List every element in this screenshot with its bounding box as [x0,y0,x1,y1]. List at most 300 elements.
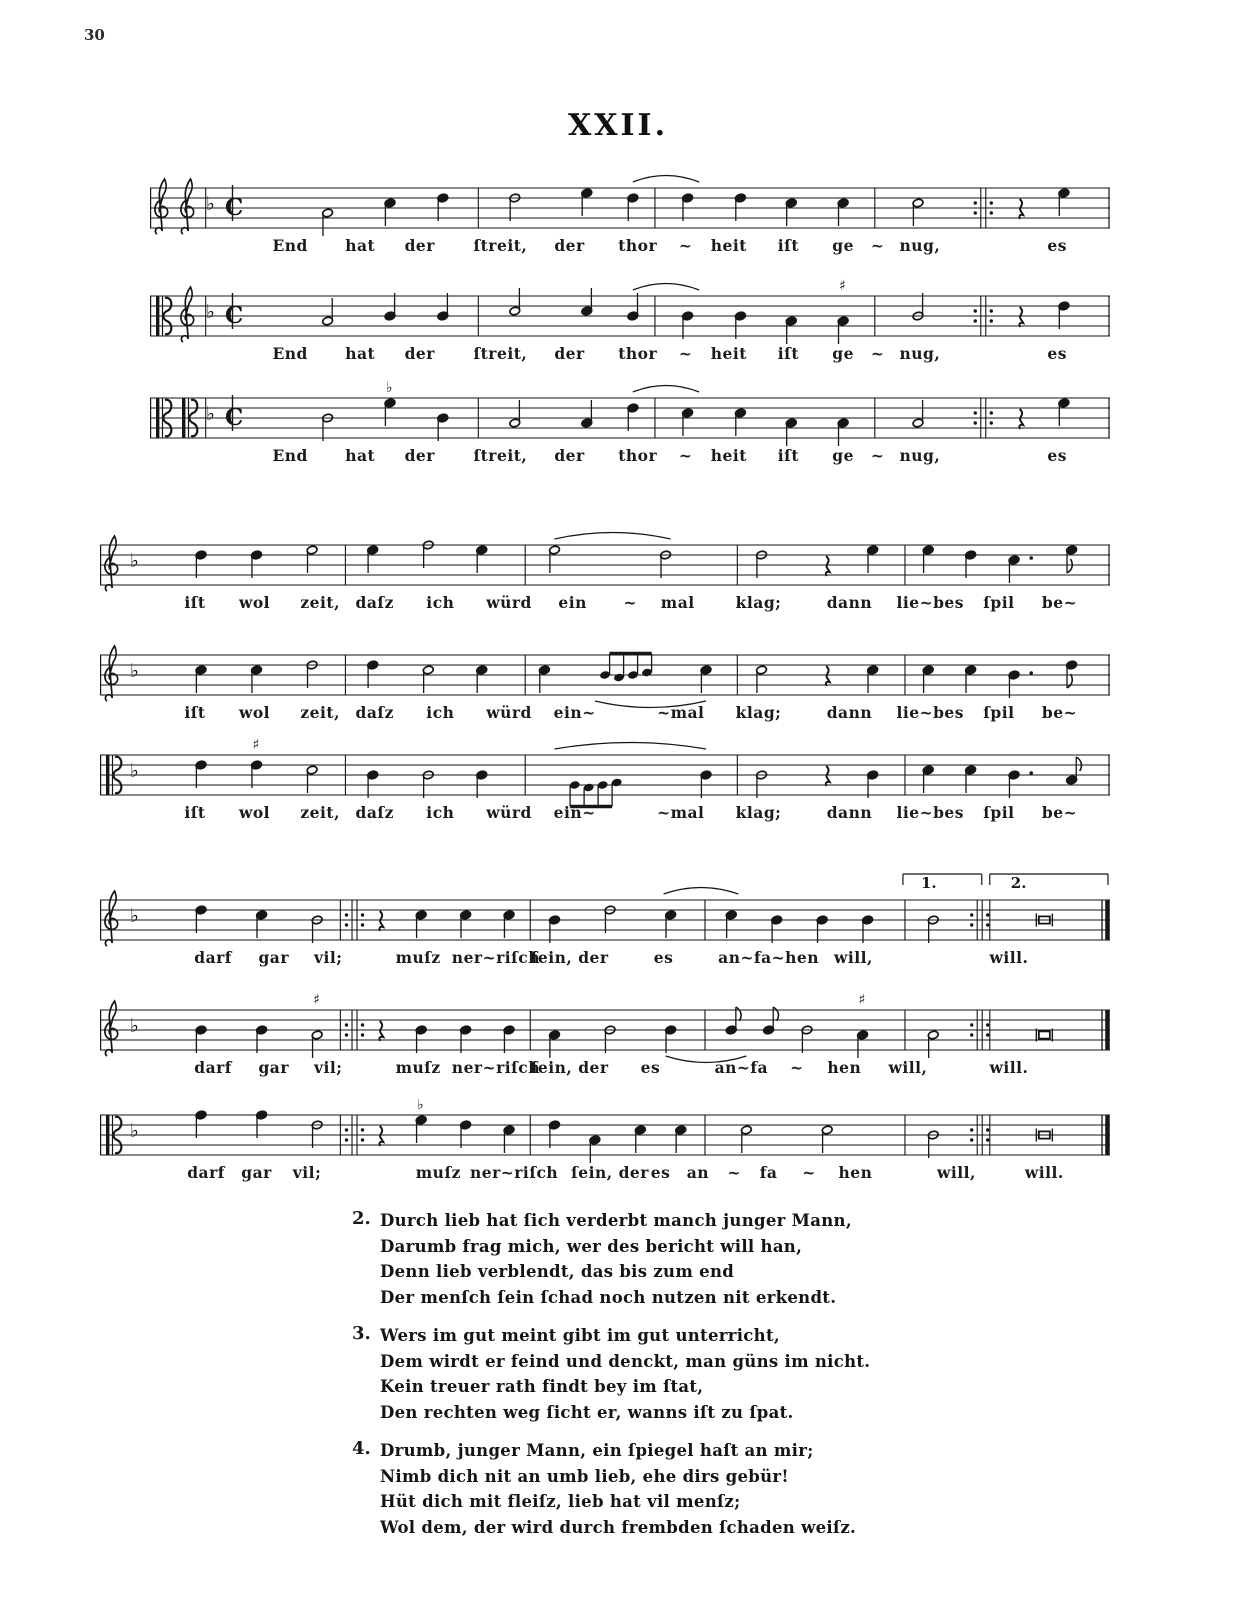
lyric-word: ſein, der [571,1163,649,1182]
treble-clef-icon [181,287,194,342]
lyric-word: daſz [355,703,394,722]
lyric-word: heit [710,236,747,255]
svg-text:♭: ♭ [206,403,215,425]
lyric-word: dann [826,703,873,722]
quarter-note-icon [857,1030,869,1058]
quarter-note-icon [581,288,593,316]
quarter-rest-icon [826,766,830,786]
svg-text:♭: ♭ [130,760,139,782]
lyric-word: es [1047,344,1067,363]
quarter-note-icon [589,1135,601,1163]
quarter-note-icon [837,198,849,226]
accidental-icon: ♯ [858,992,866,1008]
quarter-note-icon [476,770,488,798]
lyric-word: ~ [727,1163,742,1182]
lyric-word: vil; [313,948,343,967]
quarter-note-icon [549,1030,561,1058]
quarter-rest-icon [1019,307,1023,327]
quarter-note-icon [922,545,934,573]
verse-number: 4. [352,1438,371,1459]
svg-text:♭: ♭ [130,1015,139,1037]
lyric-word: ~ [802,1163,816,1182]
half-note-icon [422,665,434,693]
svg-text:♭: ♭ [206,193,215,215]
lyric-word: ſpil [983,703,1015,722]
lyric-word: hen [827,1058,862,1077]
svg-text:♭: ♭ [206,301,215,323]
lyric-word: wol [238,593,271,612]
lyric-word: ſein, der [530,1058,609,1077]
quarter-note-icon [539,665,551,693]
slur-icon [664,888,739,895]
half-note-icon [821,1125,833,1153]
quarter-note-icon [437,293,449,321]
lyric-word: wol [238,803,271,822]
half-note-icon [509,288,521,316]
verse [352,1323,992,1425]
quarter-note-icon [581,400,593,428]
accidental-icon: ♯ [252,737,260,753]
lyric-word: ein~ [553,803,596,822]
lyric-word: ~ [678,446,693,465]
eighth-note-icon [1066,545,1078,573]
quarter-note-icon [549,915,561,943]
lyric-word: End [272,446,308,465]
lyric-word: ner~riſch [451,948,541,967]
half-note-icon [912,400,924,428]
quarter-note-icon [735,408,747,436]
quarter-rest-icon [1019,409,1023,429]
eighth-note-icon [1066,660,1078,688]
lyric-word: ge [832,344,854,363]
verse-line: Darumb frag mich, wer des bericht will han, [380,1236,803,1256]
lyric-word: ~ [870,344,885,363]
volta-brackets [903,874,1108,892]
quarter-note-icon [922,665,934,693]
lyric-word: iſt [184,703,206,722]
lyric-word: will. [989,948,1029,967]
half-note-icon [660,550,672,578]
lyric-word: dann [826,593,873,612]
half-note-icon [912,198,924,226]
quarter-note-icon [437,193,449,221]
half-note-icon [311,915,323,943]
lyric-word: will, [888,1058,928,1077]
treble-clef-icon [181,179,194,234]
lyric-word: ge [832,236,854,255]
lyric-word: iſt [777,236,799,255]
lyrics-line [100,948,1110,970]
quarter-note-icon [682,193,694,221]
quarter-note-icon [1008,770,1020,798]
verse-lines [380,1438,992,1540]
quarter-note-icon [682,311,694,339]
beamed-eighths-icon [599,654,653,683]
verse-line: Durch lieb hat ſich verderbt manch junger Mann, [380,1211,852,1230]
quarter-note-icon [1058,188,1070,216]
lyric-word: ſtreit, [473,344,528,363]
quarter-note-icon [195,550,207,578]
verse [352,1208,992,1310]
verse-line: Hüt dich mit fleiſz, lieb hat vil menſz; [380,1492,741,1511]
lyric-word: lie~bes [896,703,964,722]
quarter-note-icon [837,418,849,446]
quarter-note-icon [1008,670,1020,698]
eighth-note-icon [725,1007,741,1035]
verse-lines [380,1323,992,1425]
lyric-word: lie~bes [896,593,964,612]
quarter-note-icon [1008,555,1020,583]
lyric-word: an~fa~hen [718,948,820,967]
accidental-icon: ♭ [386,380,393,396]
lyric-word: nug, [899,446,941,465]
quarter-note-icon [627,293,639,321]
treble-clef-icon [105,891,118,946]
lyric-word: be~ [1041,803,1078,822]
verse-line: Drumb, junger Mann, ein ſpiegel haſt an mir; [380,1441,814,1460]
lyric-word: darf [194,948,232,967]
lyric-word: ner~riſch [451,1058,541,1077]
quarter-note-icon [195,1110,207,1138]
svg-text:C: C [225,194,244,221]
lyric-word: darf [187,1163,225,1182]
half-note-icon [927,915,939,943]
quarter-note-icon [415,1025,427,1053]
half-note-icon [741,1125,753,1153]
quarter-note-icon [503,1125,515,1153]
slur-icon [555,533,671,540]
quarter-rest-icon [1019,199,1023,219]
lyric-word: iſt [184,803,206,822]
half-note-icon [509,400,521,428]
accidental-icon: ♯ [313,992,320,1008]
quarter-note-icon [1058,301,1070,329]
verse-line: Wol dem, der wird durch frembden ſchaden weiſz. [380,1517,857,1537]
lyric-word: der [404,236,435,255]
lyric-word: iſt [777,446,799,465]
lyric-word: vil; [313,1058,343,1077]
quarter-note-icon [627,193,639,221]
lyrics-line [150,446,1110,468]
lyric-word: daſz [355,593,394,612]
lyric-word: klag; [735,593,782,612]
lyric-word: es [653,948,674,967]
treble-clef-icon [105,646,118,701]
lyrics-line [100,803,1110,825]
lyric-word: thor [618,236,658,255]
lyric-word: ich [426,703,455,722]
lyric-word: der [554,236,585,255]
half-note-icon [801,1025,813,1053]
lyric-word: an~fa [714,1058,769,1077]
quarter-note-icon [384,398,396,426]
quarter-note-icon [635,1125,647,1153]
treble-clef-icon [105,1001,118,1056]
lyric-word: daſz [355,803,394,822]
lyric-word: gar [258,948,289,967]
half-note-icon [604,905,616,933]
lyric-word: ſtreit, [473,236,528,255]
quarter-note-icon [735,193,747,221]
lyric-word: mal [660,593,695,612]
lyric-word: End [272,236,308,255]
quarter-note-icon [476,665,488,693]
quarter-note-icon [384,293,396,321]
lyric-word: hat [345,446,376,465]
quarter-note-icon [460,910,472,938]
lyric-word: nug, [899,236,941,255]
quarter-note-icon [700,770,712,798]
quarter-note-icon [862,915,874,943]
volta-1-label: 1. [920,874,937,892]
lyric-word: ge [832,446,854,465]
quarter-note-icon [195,1025,207,1053]
svg-text:C: C [225,302,244,329]
quarter-note-icon [367,770,379,798]
half-note-icon [422,770,434,798]
lyric-word: will, [834,948,873,967]
lyric-word: ſtreit, [473,446,528,465]
quarter-note-icon [965,765,977,793]
quarter-note-icon [816,915,828,943]
lyric-word: be~ [1041,593,1078,612]
quarter-note-icon [922,765,934,793]
verse-line: Dem wirdt er feind und denckt, man güns im nicht. [380,1351,871,1371]
svg-text:♭: ♭ [130,1120,139,1142]
lyric-word: ~ [678,236,693,255]
lyric-word: der [404,344,435,363]
verse-line: Der menſch ſein ſchad noch nutzen nit erkendt. [380,1287,837,1307]
lyric-word: es [650,1163,671,1182]
half-note-icon [756,770,768,798]
verse-number: 2. [352,1208,371,1229]
lyric-word: thor [618,446,658,465]
half-note-icon [756,665,768,693]
lyric-word: ſein, der [530,948,609,967]
half-note-icon [311,1120,323,1148]
page-title: XXII. [567,108,669,143]
half-note-icon [311,1030,323,1058]
quarter-note-icon [251,760,263,788]
verse-number: 3. [352,1323,371,1344]
lyric-word: gar [258,1058,289,1077]
quarter-note-icon [256,1025,268,1053]
lyrics-line [100,1163,1110,1185]
quarter-note-icon [437,413,449,441]
quarter-note-icon [785,418,797,446]
verse-line: Den rechten weg ſicht er, wanns iſt zu ſpat. [380,1402,794,1422]
quarter-note-icon [735,311,747,339]
lyric-word: würd [486,703,532,722]
quarter-note-icon [251,665,263,693]
quarter-note-icon [251,550,263,578]
quarter-note-icon [503,910,515,938]
eighth-note-icon [1066,757,1082,785]
eighth-note-icon [763,1007,779,1035]
quarter-note-icon [460,1120,472,1148]
quarter-note-icon [415,1115,427,1143]
svg-text:♭: ♭ [130,660,139,682]
lyric-word: ner~riſch [469,1163,559,1182]
cut-time-icon [225,395,243,431]
lyric-word: ~ [870,236,885,255]
augmentation-dot-icon [1029,556,1033,560]
lyric-word: ich [426,803,455,822]
lyric-word: muſz [395,1058,441,1077]
quarter-note-icon [1058,398,1070,426]
lyric-word: ~ [678,344,693,363]
quarter-note-icon [965,550,977,578]
quarter-note-icon [837,316,849,344]
accidental-icon: ♯ [839,278,846,294]
svg-text:C: C [225,404,244,431]
lyric-word: dann [826,803,873,822]
lyric-word: ~ [870,446,885,465]
lyric-word: hen [838,1163,873,1182]
quarter-note-icon [581,188,593,216]
verse-line: Wers im gut meint gibt im gut unterricht, [380,1326,780,1345]
svg-text:♭: ♭ [130,550,139,572]
slur-icon [633,176,699,183]
slur-icon [633,386,699,393]
lyric-word: der [404,446,435,465]
half-note-icon [756,550,768,578]
quarter-rest-icon [826,666,830,686]
lyric-word: muſz [395,948,441,967]
quarter-rest-icon [826,556,830,576]
quarter-note-icon [367,660,379,688]
lyric-word: es [1047,446,1067,465]
quarter-note-icon [195,760,207,788]
cut-time-icon [225,293,243,329]
half-note-icon [549,545,561,573]
quarter-note-icon [503,1025,515,1053]
page-number: 30 [84,26,105,44]
lyric-word: will, [937,1163,976,1182]
quarter-note-icon [867,665,879,693]
lyric-word: es [640,1058,661,1077]
lyric-word: darf [194,1058,232,1077]
verse-line: Kein treuer rath findt bey im ſtat, [380,1377,704,1396]
half-note-icon [927,1030,939,1058]
quarter-note-icon [665,1025,677,1053]
lyric-word: hat [345,236,376,255]
quarter-note-icon [867,545,879,573]
lyric-word: ~ [790,1058,804,1077]
quarter-note-icon [256,910,268,938]
quarter-note-icon [785,316,797,344]
lyric-word: der [554,446,585,465]
half-note-icon [912,293,924,321]
quarter-note-icon [700,665,712,693]
lyric-word: der [554,344,585,363]
treble-clef-icon [105,536,118,591]
half-note-icon [927,1130,939,1158]
half-note-icon [509,193,521,221]
lyric-word: an [686,1163,710,1182]
lyric-word: ~ [623,593,637,612]
half-note-icon [306,765,318,793]
quarter-rest-icon [379,1126,383,1146]
lyric-word: iſt [184,593,206,612]
lyric-word: muſz [415,1163,461,1182]
quarter-note-icon [195,665,207,693]
quarter-note-icon [867,770,879,798]
lyric-word: ſpil [983,803,1015,822]
volta-2-label: 2. [1010,874,1027,892]
quarter-note-icon [256,1110,268,1138]
lyric-word: zeit, [300,593,340,612]
lyric-word: be~ [1041,703,1078,722]
lyric-word: klag; [735,803,782,822]
verse-line: Nimb dich nit an umb lieb, ehe dirs gebür! [380,1466,789,1486]
quarter-note-icon [682,408,694,436]
lyric-word: heit [710,446,747,465]
lyric-word: nug, [899,344,941,363]
quarter-rest-icon [379,911,383,931]
lyric-word: iſt [777,344,799,363]
lyric-word: zeit, [300,703,340,722]
half-note-icon [306,545,318,573]
augmentation-dot-icon [1029,671,1033,675]
lyric-word: es [1047,236,1067,255]
lyric-word: hat [345,344,376,363]
lyric-word: End [272,344,308,363]
quarter-note-icon [771,915,783,943]
lyric-word: fa [759,1163,778,1182]
treble-clef-icon [155,179,168,234]
lyric-word: thor [618,344,658,363]
verse-lines [380,1208,992,1310]
quarter-note-icon [384,198,396,226]
accidental-icon: ♭ [417,1097,424,1113]
lyric-word: wol [238,703,271,722]
lyric-word: will. [989,1058,1029,1077]
quarter-note-icon [725,910,737,938]
lyric-word: heit [710,344,747,363]
lyrics-line [100,593,1110,615]
quarter-note-icon [785,198,797,226]
lyric-word: klag; [735,703,782,722]
quarter-note-icon [460,1025,472,1053]
quarter-note-icon [367,545,379,573]
quarter-note-icon [965,665,977,693]
half-note-icon [306,660,318,688]
slur-icon [555,743,707,750]
half-note-icon [604,1025,616,1053]
cut-time-icon [225,185,243,221]
quarter-note-icon [549,1120,561,1148]
lyric-word: würd [486,803,532,822]
half-note-icon [322,413,334,441]
lyric-word: will. [1024,1163,1064,1182]
quarter-note-icon [675,1125,687,1153]
quarter-note-icon [415,910,427,938]
lyric-word: ein [558,593,587,612]
lyric-word: würd [486,593,532,612]
half-note-icon [322,298,334,326]
quarter-note-icon [665,910,677,938]
verse [352,1438,992,1540]
half-note-icon [422,540,434,568]
half-note-icon [322,208,334,236]
lyric-word: ſpil [983,593,1015,612]
lyrics-line [150,344,1110,366]
quarter-note-icon [195,905,207,933]
slur-icon [633,284,699,291]
verse-line: Denn lieb verblendt, das bis zum end [380,1262,735,1281]
verses-block [352,1208,992,1553]
